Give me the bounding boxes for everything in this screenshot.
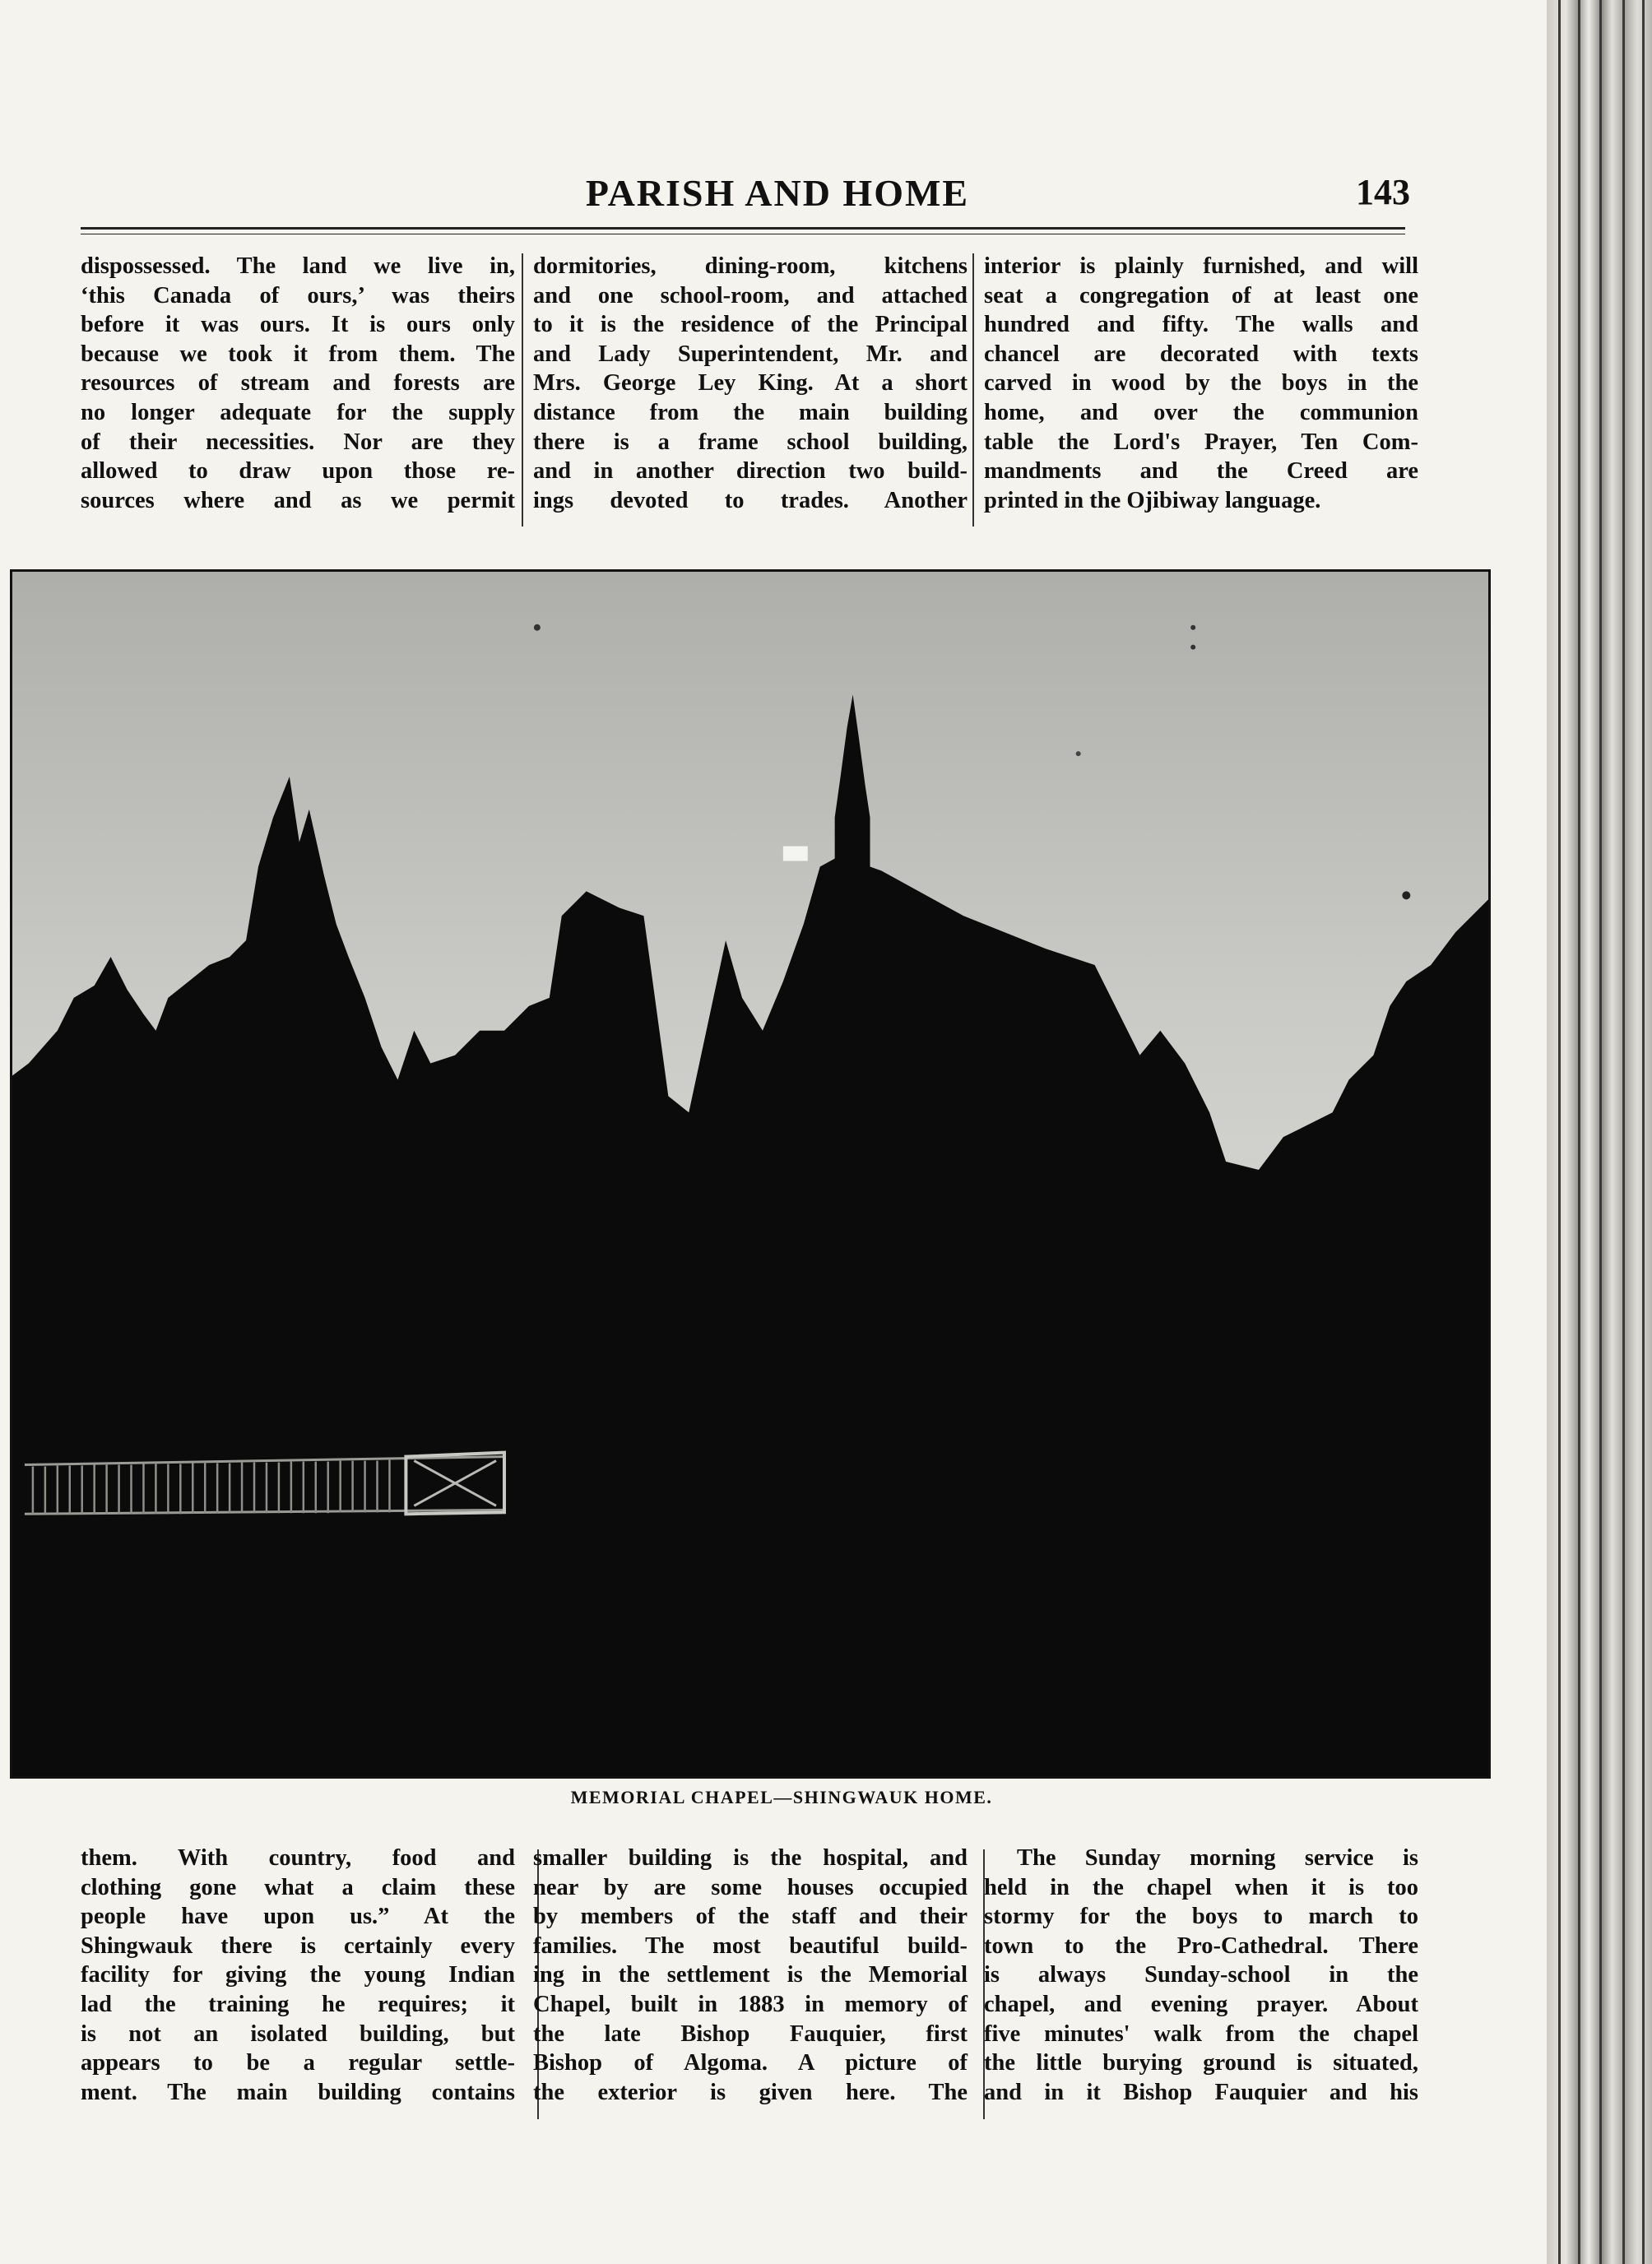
text-line: people have upon us.” At the [81,1904,515,1930]
top-column-1 [81,252,515,531]
text-line: is not an isolated building, but [81,2020,515,2047]
text-line: stormy for the boys to march to [984,1904,1418,1930]
text-line: five minutes' walk from the chapel [984,2020,1418,2047]
text-line: and in another direction two build- [533,458,968,485]
column-divider [522,253,523,527]
text-line: smaller building is the hospital, and [533,1845,968,1871]
text-line: seat a congregation of at least one [984,282,1418,309]
text-line: dormitories, dining-room, kitchens [533,253,968,279]
text-line: no longer adequate for the supply [81,399,515,425]
text-line: the late Bishop Fauquier, first [533,2020,968,2047]
text-line: there is a frame school building, [533,429,968,455]
text-line: ing in the settlement is the Memorial [533,1962,968,1988]
bottom-column-2 [533,1844,968,2123]
text-line: mandments and the Creed are [984,458,1418,485]
text-line: to it is the residence of the Principal [533,312,968,338]
text-line: the exterior is given here. The [533,2079,968,2105]
text-line: carved in wood by the boys in the [984,370,1418,397]
page-number: 143 [1356,172,1410,212]
text-line: before it was ours. It is ours only [81,312,515,338]
text-line: The Sunday morning service is [1017,1845,1418,1871]
text-line: is always Sunday-school in the [984,1962,1418,1988]
bottom-column-3 [984,1844,1418,2123]
text-line: and one school-room, and attached [533,282,968,309]
text-line: chapel, and evening prayer. About [984,1991,1418,2017]
text-line: Shingwauk there is certainly every [81,1932,515,1959]
text-line: distance from the main building [533,399,968,425]
column-divider [972,253,974,527]
header-rule [81,227,1405,230]
text-line: families. The most beautiful build- [533,1932,968,1959]
text-line: and Lady Superintendent, Mr. and [533,341,968,367]
text-line: hundred and fifty. The walls and [984,312,1418,338]
text-line: by members of the staff and their [533,1904,968,1930]
chapel-photograph [10,569,1491,1779]
text-line: appears to be a regular settle- [81,2050,515,2076]
text-line: ment. The main building contains [81,2079,515,2105]
bottom-column-1 [81,1844,515,2123]
text-line: sources where and as we permit [81,487,515,513]
page-edge-line [1599,0,1602,2264]
text-line: them. With country, food and [81,1845,515,1871]
text-line: of their necessities. Nor are they [81,429,515,455]
page-edge-line [1578,0,1580,2264]
text-line: the little burying ground is situated, [984,2050,1418,2076]
text-line: near by are some houses occupied [533,1874,968,1900]
text-line: ings devoted to trades. Another [533,487,968,513]
book-page-edges [1547,0,1652,2264]
text-line: Chapel, built in 1883 in memory of [533,1991,968,2017]
page-edge-line [1558,0,1561,2264]
text-line: clothing gone what a claim these [81,1874,515,1900]
chapel-silhouette-image [12,572,1488,1776]
page-edge-line [1642,0,1645,2264]
text-line: chancel are decorated with texts [984,341,1418,367]
text-line: and in it Bishop Fauquier and his [984,2079,1418,2105]
figure-caption: MEMORIAL CHAPEL—SHINGWAUK HOME. [570,1787,993,1807]
text-line: held in the chapel when it is too [984,1874,1418,1900]
text-line: resources of stream and forests are [81,370,515,397]
text-line: printed in the Ojibiway language. [984,487,1321,513]
text-line: allowed to draw upon those re- [81,458,515,485]
text-line: facility for giving the young Indian [81,1962,515,1988]
text-line: Mrs. George Ley King. At a short [533,370,968,397]
text-line: home, and over the communion [984,399,1418,425]
text-line: dispossessed. The land we live in, [81,253,515,279]
text-line: because we took it from them. The [81,341,515,367]
page-edge-line [1622,0,1625,2264]
text-line: interior is plainly furnished, and will [984,253,1418,279]
top-column-2 [533,252,968,531]
text-line: town to the Pro-Cathedral. There [984,1932,1418,1959]
text-line: ‘this Canada of ours,’ was theirs [81,282,515,309]
top-column-3 [984,252,1418,531]
text-line: table the Lord's Prayer, Ten Com- [984,429,1418,455]
text-line: Bishop of Algoma. A picture of [533,2050,968,2076]
running-head: PARISH AND HOME [585,172,970,214]
text-line: lad the training he requires; it [81,1991,515,2017]
